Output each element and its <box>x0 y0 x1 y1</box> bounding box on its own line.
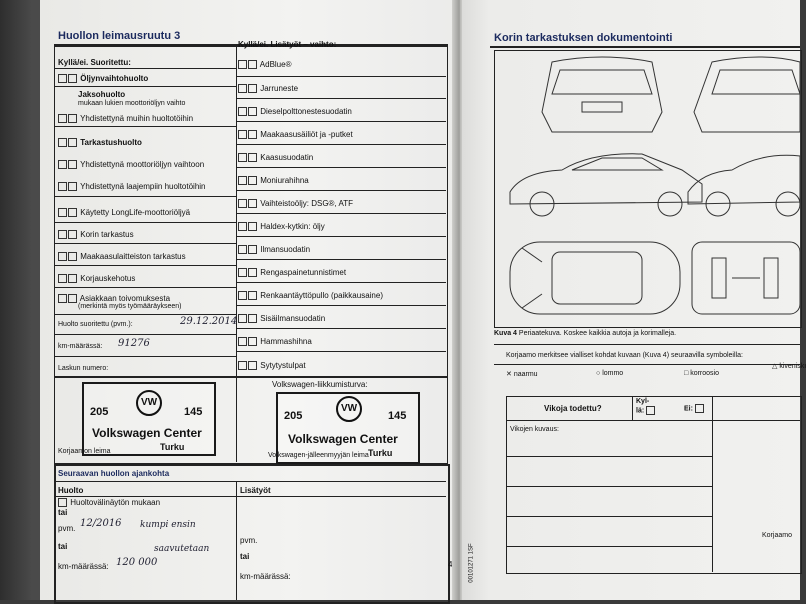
col2-item-5[interactable]: Moniurahihna <box>238 176 309 185</box>
symbol-naarmu: ✕ naarmu <box>506 371 538 378</box>
figure-caption: Kuva 4 Periaatekuva. Koskee kaikkia autoja ja korimalleja. <box>494 330 677 337</box>
huolto-date-label: Huolto suoritettu (pvm.): <box>58 321 133 328</box>
col1-item-4[interactable]: Tarkastushuolto <box>58 138 142 147</box>
symbol-kiveniskı: △ kiveniskı <box>772 363 806 370</box>
vw-logo-icon: VW <box>136 390 162 416</box>
right-page-title: Korin tarkastuksen dokumentointi <box>494 32 673 44</box>
dealer-stamp-left: 205 VW 145 Volkswagen Center Turku <box>82 382 216 456</box>
col2-item-3[interactable]: Maakaasusäiliöt ja -putket <box>238 130 353 139</box>
col1-item-9[interactable]: Maakaasulaitteiston tarkastus <box>58 252 186 261</box>
pvm-label: pvm. <box>58 524 76 533</box>
left-page <box>40 0 460 600</box>
col1-item-1: Jaksohuolto <box>78 90 126 99</box>
tai-1: tai <box>58 508 68 517</box>
dealer-stamp-right: 205 VW 145 Volkswagen Center Turku <box>276 392 420 464</box>
stamp-right-header: Volkswagen-liikkumisturva: <box>272 380 368 389</box>
right-page <box>462 0 806 600</box>
col1-item-6[interactable]: Yhdistettynä laajempiin huoltotöihin <box>58 182 206 191</box>
vikoja-label: Vikoja todettu? <box>544 404 602 413</box>
col2-item-13[interactable]: Sytytystulpat <box>238 361 306 370</box>
col1-item-7[interactable]: Käytetty LongLife-moottoriöljyä <box>58 208 190 217</box>
kylla-label-2[interactable]: lä: <box>636 406 656 415</box>
col1-item-8[interactable]: Korin tarkastus <box>58 230 134 239</box>
hand-note-2: saavutetaan <box>154 544 210 554</box>
kylla-label: Kyl- <box>636 398 650 405</box>
km-value-2: 120 000 <box>116 557 158 568</box>
col2-item-0[interactable]: AdBlue® <box>238 60 291 69</box>
col2-item-1[interactable]: Jarruneste <box>238 84 298 93</box>
korjaamo-label: Korjaamo <box>762 532 792 539</box>
lasku-label: Laskun numero: <box>58 365 109 372</box>
col2-item-9[interactable]: Rengaspainetunnistimet <box>238 268 346 277</box>
col2-item-12[interactable]: Hammashihna <box>238 337 312 346</box>
tai-3: tai <box>240 552 250 561</box>
next-service-header: Seuraavan huollon ajankohta <box>58 469 170 478</box>
km-value: 91276 <box>118 338 150 349</box>
huolto-date-value: 29.12.2014 <box>180 316 238 327</box>
defects-box <box>506 396 802 574</box>
left-page-title: Huollon leimausruutu 3 <box>58 30 181 42</box>
col1-item-0[interactable]: Öljynvaihtohuolto <box>58 74 148 83</box>
car-diagram <box>502 52 800 324</box>
col2-item-7[interactable]: Haldex-kytkin: öljy <box>238 222 325 231</box>
lisatyot-label: Lisätyöt <box>240 486 271 495</box>
col2-item-6[interactable]: Vaihteistoöljy: DSG®, ATF <box>238 199 353 208</box>
lisatyot-pvm-label: pvm. <box>240 536 258 545</box>
col2-item-8[interactable]: Ilmansuodatin <box>238 245 310 254</box>
vikojen-kuvaus-label: Vikojen kuvaus: <box>510 426 559 433</box>
vw-logo-icon-2: VW <box>336 396 362 422</box>
symbol-lommo: ○ lommo <box>596 370 624 377</box>
col1-item-3[interactable]: Yhdistettynä muihin huoltotöihin <box>58 114 193 123</box>
col1-item-2: mukaan lukien moottoriöljyn vaihto <box>78 100 186 107</box>
hand-note-1: kumpi ensin <box>140 520 196 530</box>
col1-item-5[interactable]: Yhdistettynä moottoriöljyn vaihtoon <box>58 160 204 169</box>
col2-item-4[interactable]: Kaasusuodatin <box>238 153 313 162</box>
stamp-left-caption: Korjaamon leima <box>58 448 111 455</box>
interval-display-check[interactable]: Huoltovälinäytön mukaan <box>58 498 160 507</box>
col2-header: Kyllä/ei. Lisätyöt – vaihto: <box>238 40 337 49</box>
doc-code: 00101271 1SF <box>468 543 475 583</box>
symbol-korroosio: □ korroosio <box>684 370 719 377</box>
km-label: km-määrässä: <box>58 343 103 350</box>
col1-item-11[interactable]: Asiakkaan toivomuksesta <box>58 294 170 303</box>
pvm-value: 12/2016 <box>80 518 122 529</box>
col2-item-2[interactable]: Dieselpolttonestesuodatin <box>238 107 352 116</box>
col2-item-11[interactable]: Sisäilmansuodatin <box>238 314 325 323</box>
symbol-instructions: Korjaamo merkitsee vialliset kohdat kuvaan (Kuva 4) seuraavilla symboleilla: <box>506 352 743 359</box>
km-label-2: km-määrässä: <box>58 562 109 571</box>
page-number: 4 <box>448 560 453 569</box>
ei-label[interactable]: Ei: <box>684 404 705 413</box>
tai-2: tai <box>58 542 68 551</box>
stamp-right-caption: Volkswagen-jälleenmyyjän leima <box>268 452 369 459</box>
col1-item-10[interactable]: Korjauskehotus <box>58 274 135 283</box>
next-service-box <box>54 464 453 604</box>
next-service-sub: Huolto <box>58 486 84 495</box>
col2-item-10[interactable]: Renkaantäyttöpullo (paikkausaine) <box>238 291 383 300</box>
col1-header: Kyllä/ei. Suoritettu: <box>58 58 131 67</box>
lisatyot-km-label: km-määrässä: <box>240 572 291 581</box>
col1-item-12: (merkintä myös työmääräykseen) <box>78 303 182 310</box>
